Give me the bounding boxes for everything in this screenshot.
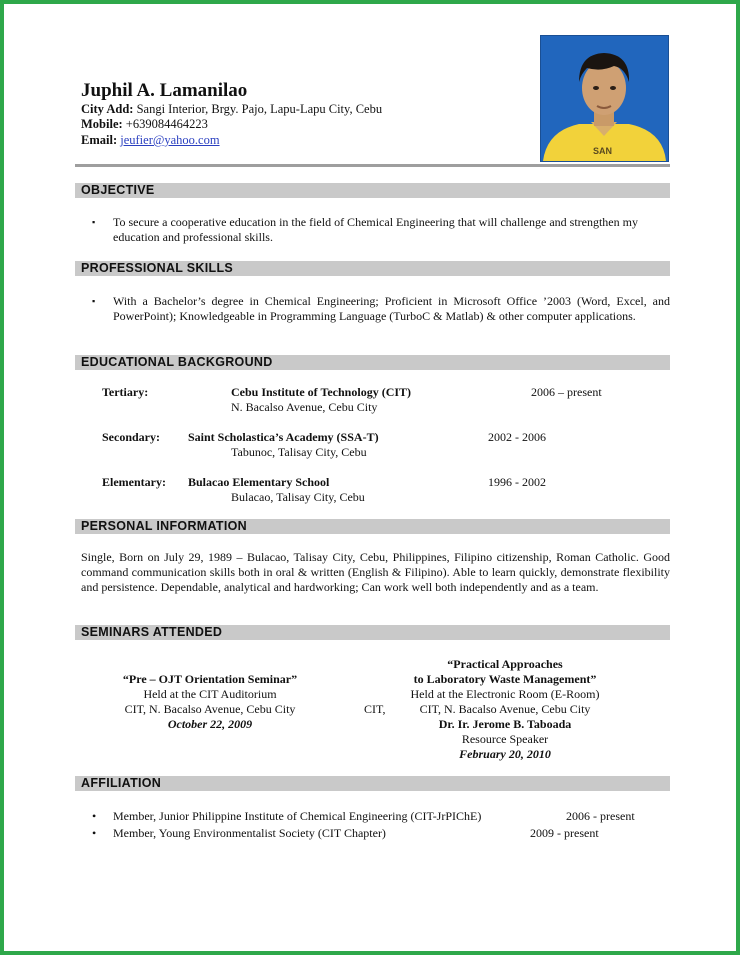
affiliation-years-1: 2006 - present [566, 809, 635, 823]
city-label: City Add: [81, 102, 134, 116]
tertiary-school: Cebu Institute of Technology (CIT) [231, 385, 412, 399]
skills-heading: PROFESSIONAL SKILLS [75, 261, 670, 276]
affiliation-item-2: Member, Young Environmentalist Society (CIT Chapter) [113, 826, 386, 840]
mobile-label: Mobile: [81, 117, 123, 131]
education-heading: EDUCATIONAL BACKGROUND [75, 355, 670, 370]
personal-heading: PERSONAL INFORMATION [75, 519, 670, 534]
profile-photo [540, 35, 669, 162]
elementary-school: Bulacao Elementary School [188, 475, 330, 489]
objective-heading: OBJECTIVE [75, 183, 670, 198]
seminar-1-date: October 22, 2009 [167, 717, 253, 731]
affiliation-bullet-1: • [92, 809, 97, 823]
city-value: Sangi Interior, Brgy. Pajo, Lapu-Lapu City, Cebu [136, 102, 383, 116]
shirt-print-text: SAN [593, 146, 613, 156]
seminar-2-speaker: Dr. Ir. Jerome B. Taboada [438, 717, 572, 731]
affiliation-item-1: Member, Junior Philippine Institute of Chemical Engineering (CIT-JrPIChE) [113, 809, 482, 823]
tertiary-address: N. Bacalso Avenue, Cebu City [231, 400, 378, 414]
affiliation-years-2: 2009 - present [530, 826, 599, 840]
city-address-line [81, 101, 382, 117]
secondary-years: 2002 - 2006 [488, 430, 546, 444]
email-link[interactable]: jeufier@yahoo.com [120, 133, 220, 147]
seminar-1-title: “Pre – OJT Orientation Seminar” [122, 672, 298, 686]
seminar-2-address: CIT, N. Bacalso Avenue, Cebu City [419, 702, 591, 716]
personal-text: Single, Born on July 29, 1989 – Bulacao, Talisay City, Cebu, Philippines, Filipino citizenship, Roman Catholic. Good command communication skills both in oral & written (English & Filipino). Able to learn quickly, demonstrate flexibility and persistence. Dependable, analytical and hardworking; Can work well both independently and as a team. [81, 550, 670, 594]
mobile-value: +639084464223 [125, 117, 208, 131]
objective-text: To secure a cooperative education in the field of Chemical Engineering that will challenge and strengthen my education and professional skills. [113, 215, 638, 244]
seminar-1-venue: Held at the CIT Auditorium [143, 687, 277, 701]
seminar-2-title-line2: to Laboratory Waste Management” [413, 672, 597, 686]
tertiary-label: Tertiary: [102, 385, 149, 399]
seminar-2-address-prefix: CIT, [364, 702, 386, 716]
email-label: Email: [81, 133, 118, 147]
objective-bullet: ▪ [92, 217, 96, 227]
seminar-2-venue: Held at the Electronic Room (E-Room) [410, 687, 600, 701]
skills-text: With a Bachelor’s degree in Chemical Engineering; Proficient in Microsoft Office ’2003 (Word, Excel, and PowerPoint); Knowledgeable in Programming Language (TurboC & Matlab) & other computer applications. [113, 294, 670, 323]
seminar-2-date: February 20, 2010 [459, 747, 551, 761]
affiliation-heading: AFFILIATION [75, 776, 670, 791]
seminar-2-title-line1: “Practical Approaches [447, 657, 563, 671]
seminar-1-address: CIT, N. Bacalso Avenue, Cebu City [124, 702, 296, 716]
email-line [81, 132, 220, 148]
secondary-address: Tabunoc, Talisay City, Cebu [231, 445, 367, 459]
elementary-years: 1996 - 2002 [488, 475, 546, 489]
tertiary-years: 2006 – present [531, 385, 602, 399]
elementary-address: Bulacao, Talisay City, Cebu [231, 490, 365, 504]
person-portrait-icon [541, 36, 668, 161]
affiliation-bullet-2: • [92, 826, 97, 840]
secondary-label: Secondary: [102, 430, 160, 444]
skills-bullet: ▪ [92, 296, 96, 306]
seminars-heading: SEMINARS ATTENDED [75, 625, 670, 640]
seminar-2-speaker-role: Resource Speaker [461, 732, 549, 746]
header-divider [75, 164, 670, 167]
applicant-name: Juphil A. Lamanilao [81, 80, 248, 101]
secondary-school: Saint Scholastica’s Academy (SSA-T) [188, 430, 379, 444]
mobile-line [81, 116, 208, 132]
elementary-label: Elementary: [102, 475, 166, 489]
